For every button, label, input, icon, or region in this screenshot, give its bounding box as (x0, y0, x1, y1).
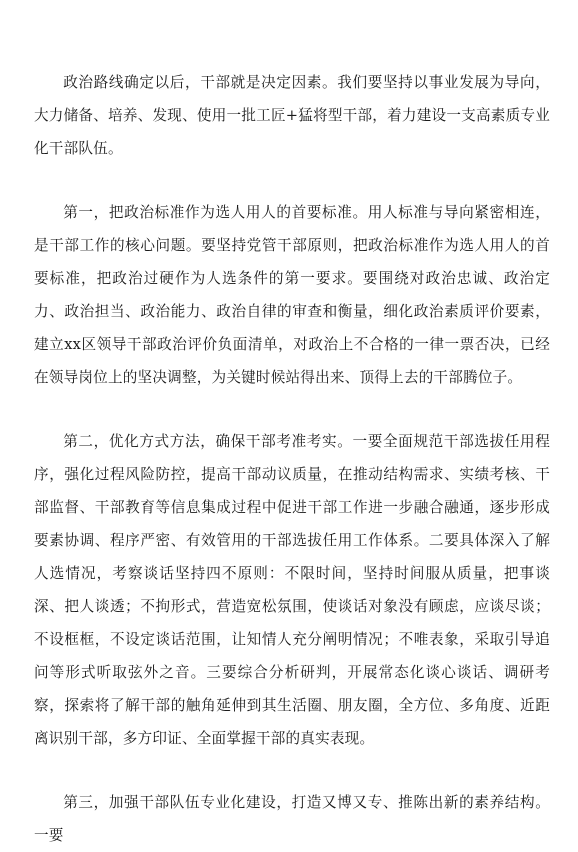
paragraph-third-point: 第三，加强干部队伍专业化建设，打造又博又专、推陈出新的素养结构。一要 (34, 794, 550, 844)
paragraph-first-point: 第一，把政治标准作为选人用人的首要标准。用人标准与导向紧密相连，是干部工作的核心问题。要坚持党管干部原则，把政治标准作为选人用人的首要标准，把政治过硬作为人选条件的第一要求。要围绕对政治忠诚、政治定力、政治担当、政治能力、政治自律的审查和衡量，细化政治素质评价要素，建立xx区领导干部政治评价负面清单，对政治上不合格的一律一票否决，已经在领导岗位上的坚决调整，为关键时候站得出来、顶得上去的干部腾位子。 (34, 204, 550, 386)
paragraph-second-point: 第二，优化方式方法，确保干部考准考实。一要全面规范干部选拔任用程序，强化过程风险防控，提高干部动议质量，在推动结构需求、实绩考核、干部监督、干部教育等信息集成过程中促进干部工作进一步融合融通，逐步形成要素协调、程序严密、有效管用的干部选拔任用工作体系。二要具体深入了解人选情况，考察谈话坚持四不原则：不限时间，坚持时间服从质量，把事谈深、把人谈透；不拘形式，营造宽松氛围，使谈话对象没有顾虑，应谈尽谈；不设框框，不设定谈话范围，让知情人充分阐明情况；不唯表象，采取引导追问等形式听取弦外之音。三要综合分析研判，开展常态化谈心谈话、调研考察，探索将了解干部的触角延伸到其生活圈、朋友圈，全方位、多角度、近距离识别干部，多方印证、全面掌握干部的真实表现。 (34, 433, 550, 747)
paragraph-intro: 政治路线确定以后，干部就是决定因素。我们要坚持以事业发展为导向，大力储备、培养、发现、使用一批工匠+猛将型干部，着力建设一支高素质专业化干部队伍。 (34, 74, 550, 157)
